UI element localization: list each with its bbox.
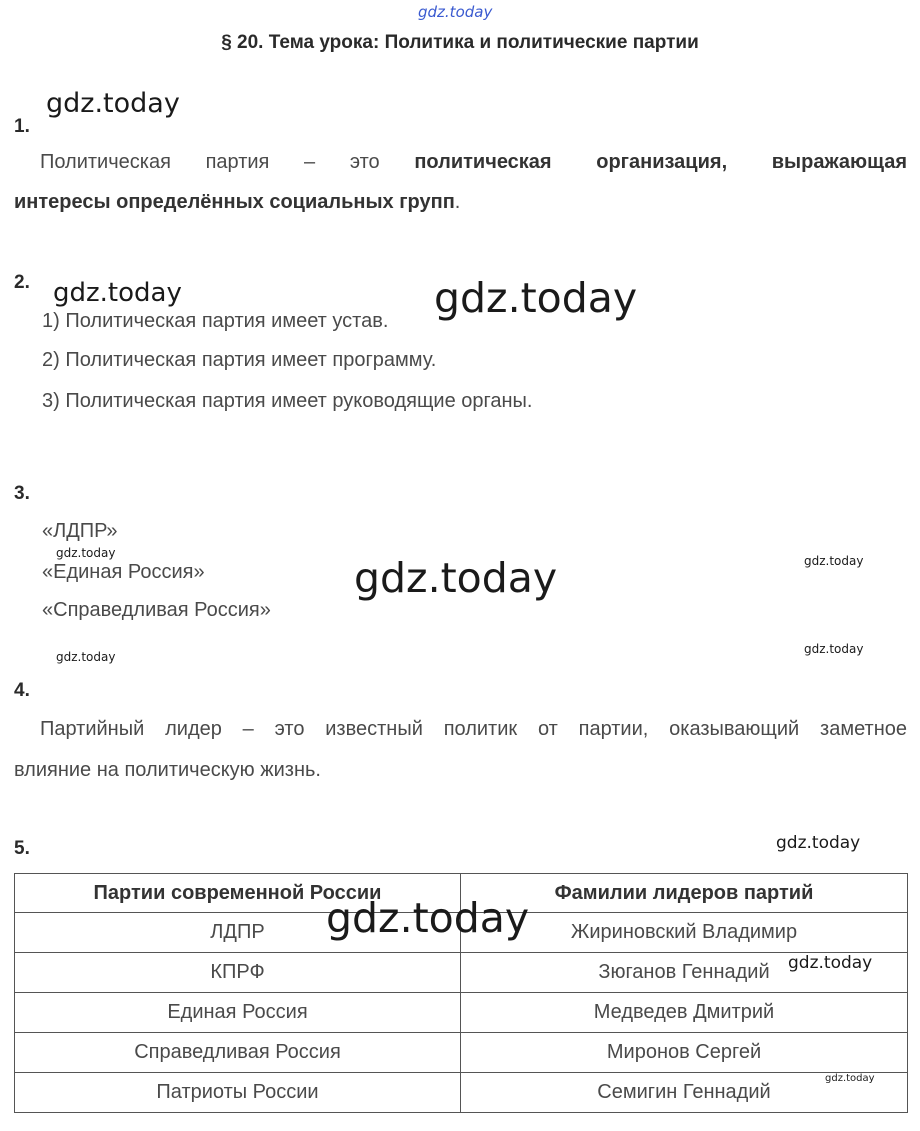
party-cell: ЛДПР	[15, 913, 461, 953]
watermark: gdz.today	[326, 894, 530, 942]
q1-period: .	[454, 191, 461, 213]
q1-word: Политическая	[40, 151, 171, 173]
q3-item: «Справедливая Россия»	[42, 599, 271, 621]
q3-item: «ЛДПР»	[42, 520, 118, 542]
q1-definition-bold-2: интересы определённых социальных групп	[14, 191, 455, 213]
column-header-parties: Партии современной России	[15, 874, 461, 913]
leader-cell: Жириновский Владимир	[461, 913, 908, 953]
page-title: § 20. Тема урока: Политика и политические партии	[221, 32, 699, 53]
q4-line-2: влияние на политическую жизнь.	[14, 759, 321, 781]
watermark: gdz.today	[354, 554, 558, 602]
q4-text: Партийный лидер – это известный политик от партии, оказывающий заметное	[40, 718, 907, 740]
watermark: gdz.today	[434, 274, 638, 322]
watermark: gdz.today	[788, 953, 873, 973]
q1-word: партия	[205, 151, 270, 173]
leader-cell: Семигин Геннадий	[461, 1073, 908, 1113]
watermark: gdz.today	[56, 650, 116, 664]
question-number-2: 2.	[14, 272, 30, 293]
watermark-top: gdz.today	[418, 3, 493, 21]
watermark: gdz.today	[56, 546, 116, 560]
table-row	[15, 993, 908, 1033]
party-cell: Справедливая Россия	[15, 1033, 461, 1073]
watermark: gdz.today	[825, 1073, 875, 1084]
q2-item: 2) Политическая партия имеет программу.	[42, 349, 437, 371]
q1-line-2	[14, 191, 460, 214]
q1-definition-bold: политическая организация, выражающая	[414, 151, 908, 173]
watermark: gdz.today	[53, 278, 182, 308]
q2-item: 3) Политическая партия имеет руководящие органы.	[42, 390, 533, 412]
watermark: gdz.today	[776, 833, 861, 853]
question-number-3: 3.	[14, 483, 30, 504]
party-cell: КПРФ	[15, 953, 461, 993]
question-number-5: 5.	[14, 838, 30, 859]
watermark: gdz.today	[804, 642, 864, 656]
table-row	[15, 1033, 908, 1073]
q3-item: «Единая Россия»	[42, 561, 205, 583]
q2-item: 1) Политическая партия имеет устав.	[42, 310, 389, 332]
table-row	[15, 1073, 908, 1113]
q1-word: это	[349, 151, 380, 173]
question-number-1: 1.	[14, 116, 30, 137]
leader-cell: Зюганов Геннадий	[461, 953, 908, 993]
q1-line-1	[40, 151, 907, 174]
column-header-leaders: Фамилии лидеров партий	[461, 874, 908, 913]
party-cell: Единая Россия	[15, 993, 461, 1033]
q4-line-1	[40, 718, 907, 741]
watermark: gdz.today	[46, 88, 180, 119]
leader-cell: Медведев Дмитрий	[461, 993, 908, 1033]
table-row	[15, 953, 908, 993]
q1-word: –	[304, 151, 316, 173]
watermark: gdz.today	[804, 554, 864, 568]
party-cell: Патриоты России	[15, 1073, 461, 1113]
leader-cell: Миронов Сергей	[461, 1033, 908, 1073]
question-number-4: 4.	[14, 680, 30, 701]
